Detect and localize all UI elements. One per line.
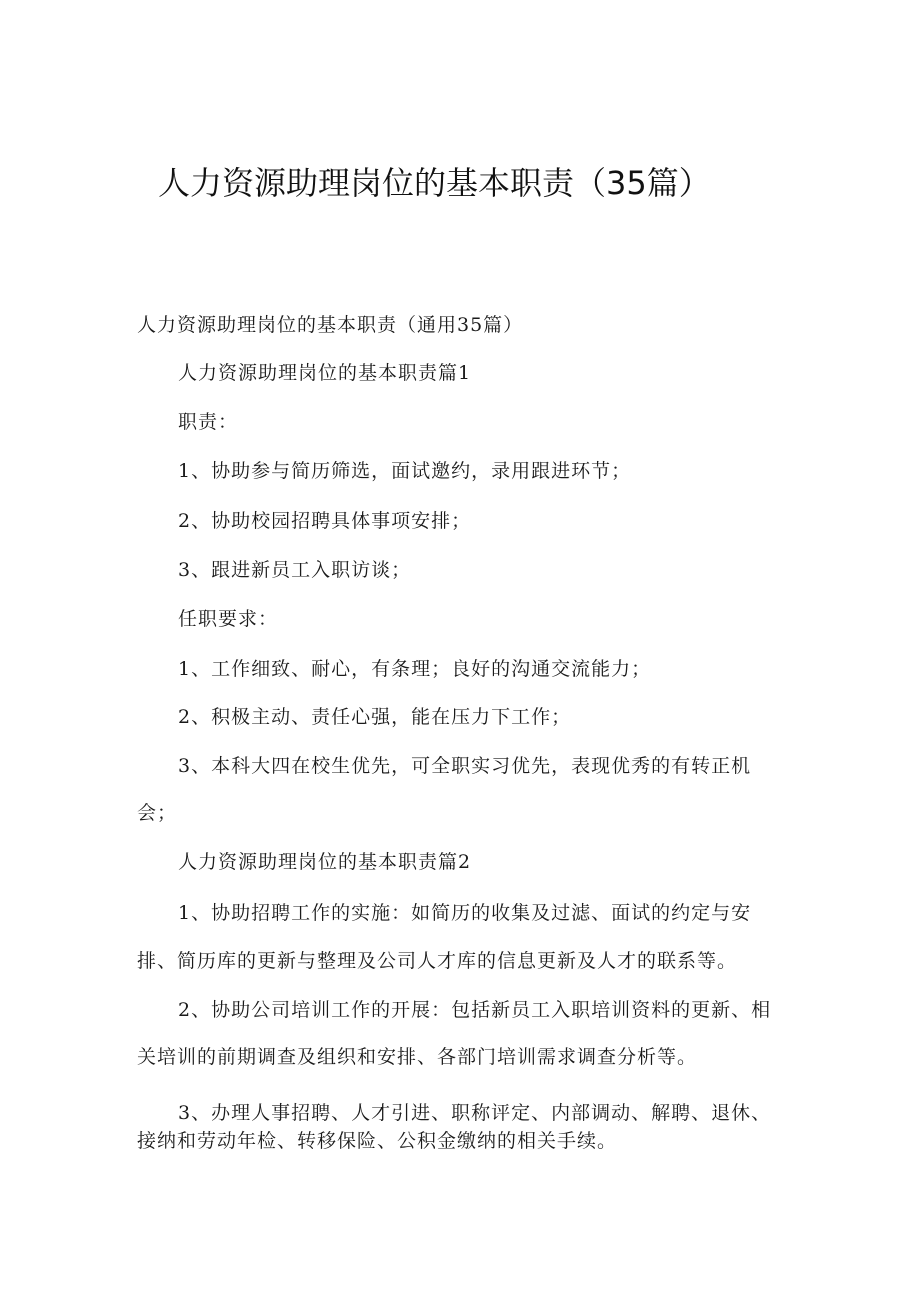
document-subtitle: 人力资源助理岗位的基本职责（通用35篇）: [137, 314, 524, 336]
duty-item-2: 2、协助校园招聘具体事项安排；: [178, 510, 472, 532]
requirement-item-1: 1、工作细致、耐心，有条理；良好的沟通交流能力；: [178, 658, 652, 680]
requirement-item-2: 2、积极主动、责任心强，能在压力下工作；: [178, 706, 572, 728]
requirement-item-3-continuation: 会；: [137, 802, 178, 824]
section-2-item-1-line-2: 排、简历库的更新与整理及公司人才库的信息更新及人才的联系等。: [137, 950, 738, 972]
section-2-item-1-line-1: 1、协助招聘工作的实施：如简历的收集及过滤、面试的约定与安: [178, 902, 752, 924]
section-2-heading: 人力资源助理岗位的基本职责篇2: [178, 851, 472, 873]
duty-item-3: 3、跟进新员工入职访谈；: [178, 559, 412, 581]
section-1-heading: 人力资源助理岗位的基本职责篇1: [178, 362, 472, 384]
document-title: 人力资源助理岗位的基本职责（35篇）: [158, 164, 711, 202]
duties-label: 职责：: [178, 411, 239, 433]
section-2-item-3-line-2: 接纳和劳动年检、转移保险、公积金缴纳的相关手续。: [137, 1130, 618, 1152]
section-2-item-2-line-2: 关培训的前期调查及组织和安排、各部门培训需求调查分析等。: [137, 1046, 698, 1068]
requirements-label: 任职要求：: [178, 608, 279, 630]
section-2-item-3-line-1: 3、办理人事招聘、人才引进、职称评定、内部调动、解聘、退休、: [178, 1102, 772, 1124]
section-2-item-2-line-1: 2、协助公司培训工作的开展：包括新员工入职培训资料的更新、相: [178, 999, 772, 1021]
requirement-item-3: 3、本科大四在校生优先，可全职实习优先，表现优秀的有转正机: [178, 755, 752, 777]
duty-item-1: 1、协助参与简历筛选，面试邀约，录用跟进环节；: [178, 460, 632, 482]
